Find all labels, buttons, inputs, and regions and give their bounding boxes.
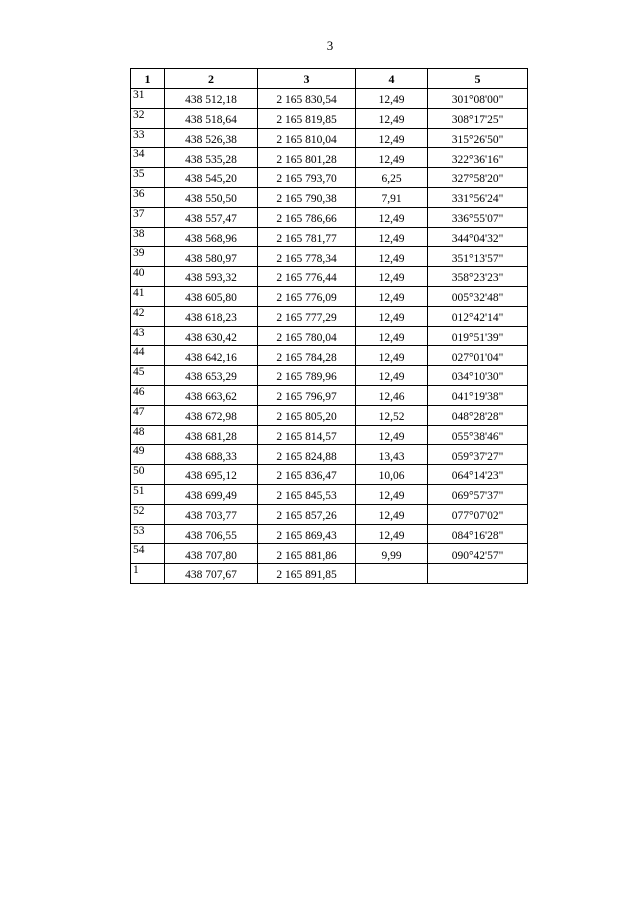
table-header-row [131, 69, 528, 89]
distance-cell [356, 564, 428, 584]
y-coordinate-cell: 2 165 789,96 [258, 366, 356, 386]
bearing-cell: 064°14'23" [428, 465, 528, 485]
y-coordinate-cell: 2 165 819,85 [258, 108, 356, 128]
y-coordinate-cell: 2 165 891,85 [258, 564, 356, 584]
y-coordinate-cell: 2 165 796,97 [258, 385, 356, 405]
point-number-cell: 45 [131, 366, 165, 386]
column-header: 5 [428, 69, 528, 89]
y-coordinate-cell: 2 165 836,47 [258, 465, 356, 485]
y-coordinate-cell: 2 165 830,54 [258, 89, 356, 109]
y-coordinate-cell: 2 165 790,38 [258, 187, 356, 207]
x-coordinate-cell: 438 642,16 [165, 346, 258, 366]
distance-cell: 7,91 [356, 187, 428, 207]
distance-cell: 12,49 [356, 326, 428, 346]
x-coordinate-cell: 438 526,38 [165, 128, 258, 148]
x-coordinate-cell: 438 580,97 [165, 247, 258, 267]
x-coordinate-cell: 438 695,12 [165, 465, 258, 485]
x-coordinate-cell: 438 653,29 [165, 366, 258, 386]
x-coordinate-cell: 438 681,28 [165, 425, 258, 445]
bearing-cell: 041°19'38" [428, 385, 528, 405]
distance-cell: 12,49 [356, 89, 428, 109]
bearing-cell: 059°37'27" [428, 445, 528, 465]
column-header: 3 [258, 69, 356, 89]
coordinates-table [130, 68, 528, 584]
x-coordinate-cell: 438 699,49 [165, 484, 258, 504]
page-number: 3 [326, 38, 334, 53]
x-coordinate-cell: 438 688,33 [165, 445, 258, 465]
table-row [131, 524, 528, 544]
bearing-cell: 344°04'32" [428, 227, 528, 247]
point-number-cell: 38 [131, 227, 165, 247]
bearing-cell: 301°08'00" [428, 89, 528, 109]
distance-cell: 12,52 [356, 405, 428, 425]
x-coordinate-cell: 438 545,20 [165, 168, 258, 188]
x-coordinate-cell: 438 672,98 [165, 405, 258, 425]
distance-cell: 12,49 [356, 306, 428, 326]
point-number-cell: 33 [131, 128, 165, 148]
table-row [131, 168, 528, 188]
bearing-cell: 048°28'28" [428, 405, 528, 425]
point-number-cell: 51 [131, 484, 165, 504]
bearing-cell: 012°42'14" [428, 306, 528, 326]
x-coordinate-cell: 438 605,80 [165, 286, 258, 306]
point-number-cell: 50 [131, 465, 165, 485]
point-number-cell: 36 [131, 187, 165, 207]
table-row [131, 504, 528, 524]
point-number-cell: 32 [131, 108, 165, 128]
table-row [131, 89, 528, 109]
point-number-cell: 42 [131, 306, 165, 326]
distance-cell: 12,49 [356, 484, 428, 504]
bearing-cell: 327°58'20" [428, 168, 528, 188]
bearing-cell: 308°17'25" [428, 108, 528, 128]
distance-cell: 12,49 [356, 128, 428, 148]
point-number-cell: 1 [131, 564, 165, 584]
y-coordinate-cell: 2 165 776,09 [258, 286, 356, 306]
bearing-cell: 336°55'07" [428, 207, 528, 227]
distance-cell: 12,49 [356, 148, 428, 168]
point-number-cell: 46 [131, 385, 165, 405]
x-coordinate-cell: 438 568,96 [165, 227, 258, 247]
bearing-cell: 019°51'39" [428, 326, 528, 346]
y-coordinate-cell: 2 165 824,88 [258, 445, 356, 465]
table-row [131, 306, 528, 326]
x-coordinate-cell: 438 706,55 [165, 524, 258, 544]
point-number-cell: 35 [131, 168, 165, 188]
bearing-cell: 084°16'28" [428, 524, 528, 544]
x-coordinate-cell: 438 707,67 [165, 564, 258, 584]
x-coordinate-cell: 438 618,23 [165, 306, 258, 326]
table-row [131, 267, 528, 287]
y-coordinate-cell: 2 165 801,28 [258, 148, 356, 168]
y-coordinate-cell: 2 165 814,57 [258, 425, 356, 445]
bearing-cell: 090°42'57" [428, 544, 528, 564]
y-coordinate-cell: 2 165 778,34 [258, 247, 356, 267]
column-header: 4 [356, 69, 428, 89]
y-coordinate-cell: 2 165 781,77 [258, 227, 356, 247]
distance-cell: 10,06 [356, 465, 428, 485]
bearing-cell: 077°07'02" [428, 504, 528, 524]
point-number-cell: 34 [131, 148, 165, 168]
y-coordinate-cell: 2 165 793,70 [258, 168, 356, 188]
bearing-cell: 034°10'30" [428, 366, 528, 386]
distance-cell: 12,49 [356, 286, 428, 306]
table-row [131, 108, 528, 128]
table-row [131, 405, 528, 425]
bearing-cell: 358°23'23" [428, 267, 528, 287]
x-coordinate-cell: 438 550,50 [165, 187, 258, 207]
x-coordinate-cell: 438 707,80 [165, 544, 258, 564]
table-row [131, 445, 528, 465]
point-number-cell: 48 [131, 425, 165, 445]
x-coordinate-cell: 438 630,42 [165, 326, 258, 346]
table-row [131, 564, 528, 584]
y-coordinate-cell: 2 165 780,04 [258, 326, 356, 346]
point-number-cell: 53 [131, 524, 165, 544]
x-coordinate-cell: 438 593,32 [165, 267, 258, 287]
distance-cell: 12,49 [356, 227, 428, 247]
x-coordinate-cell: 438 557,47 [165, 207, 258, 227]
table-row [131, 128, 528, 148]
y-coordinate-cell: 2 165 784,28 [258, 346, 356, 366]
y-coordinate-cell: 2 165 845,53 [258, 484, 356, 504]
distance-cell: 12,49 [356, 108, 428, 128]
table-row [131, 385, 528, 405]
table-row [131, 326, 528, 346]
distance-cell: 12,49 [356, 207, 428, 227]
point-number-cell: 39 [131, 247, 165, 267]
x-coordinate-cell: 438 518,64 [165, 108, 258, 128]
table-row [131, 465, 528, 485]
distance-cell: 12,49 [356, 247, 428, 267]
table-row [131, 366, 528, 386]
y-coordinate-cell: 2 165 810,04 [258, 128, 356, 148]
table-row [131, 187, 528, 207]
x-coordinate-cell: 438 512,18 [165, 89, 258, 109]
table-row [131, 484, 528, 504]
y-coordinate-cell: 2 165 881,86 [258, 544, 356, 564]
bearing-cell: 069°57'37" [428, 484, 528, 504]
x-coordinate-cell: 438 703,77 [165, 504, 258, 524]
point-number-cell: 43 [131, 326, 165, 346]
table-row [131, 425, 528, 445]
table-row [131, 148, 528, 168]
y-coordinate-cell: 2 165 857,26 [258, 504, 356, 524]
distance-cell: 12,49 [356, 504, 428, 524]
distance-cell: 6,25 [356, 168, 428, 188]
distance-cell: 12,49 [356, 267, 428, 287]
table-row [131, 227, 528, 247]
distance-cell: 9,99 [356, 544, 428, 564]
column-header: 2 [165, 69, 258, 89]
point-number-cell: 31 [131, 89, 165, 109]
bearing-cell: 027°01'04" [428, 346, 528, 366]
point-number-cell: 40 [131, 267, 165, 287]
bearing-cell: 005°32'48" [428, 286, 528, 306]
bearing-cell: 351°13'57" [428, 247, 528, 267]
bearing-cell [428, 564, 528, 584]
distance-cell: 12,49 [356, 524, 428, 544]
distance-cell: 13,43 [356, 445, 428, 465]
bearing-cell: 331°56'24" [428, 187, 528, 207]
point-number-cell: 49 [131, 445, 165, 465]
y-coordinate-cell: 2 165 786,66 [258, 207, 356, 227]
x-coordinate-cell: 438 663,62 [165, 385, 258, 405]
bearing-cell: 315°26'50" [428, 128, 528, 148]
y-coordinate-cell: 2 165 776,44 [258, 267, 356, 287]
distance-cell: 12,49 [356, 366, 428, 386]
y-coordinate-cell: 2 165 777,29 [258, 306, 356, 326]
bearing-cell: 322°36'16" [428, 148, 528, 168]
point-number-cell: 37 [131, 207, 165, 227]
y-coordinate-cell: 2 165 869,43 [258, 524, 356, 544]
distance-cell: 12,49 [356, 425, 428, 445]
distance-cell: 12,46 [356, 385, 428, 405]
point-number-cell: 52 [131, 504, 165, 524]
x-coordinate-cell: 438 535,28 [165, 148, 258, 168]
table-row [131, 207, 528, 227]
table-row [131, 544, 528, 564]
point-number-cell: 41 [131, 286, 165, 306]
point-number-cell: 54 [131, 544, 165, 564]
bearing-cell: 055°38'46" [428, 425, 528, 445]
table-body [131, 89, 528, 584]
table-row [131, 286, 528, 306]
point-number-cell: 47 [131, 405, 165, 425]
column-header: 1 [131, 69, 165, 89]
table-row [131, 247, 528, 267]
distance-cell: 12,49 [356, 346, 428, 366]
table-row [131, 346, 528, 366]
y-coordinate-cell: 2 165 805,20 [258, 405, 356, 425]
point-number-cell: 44 [131, 346, 165, 366]
